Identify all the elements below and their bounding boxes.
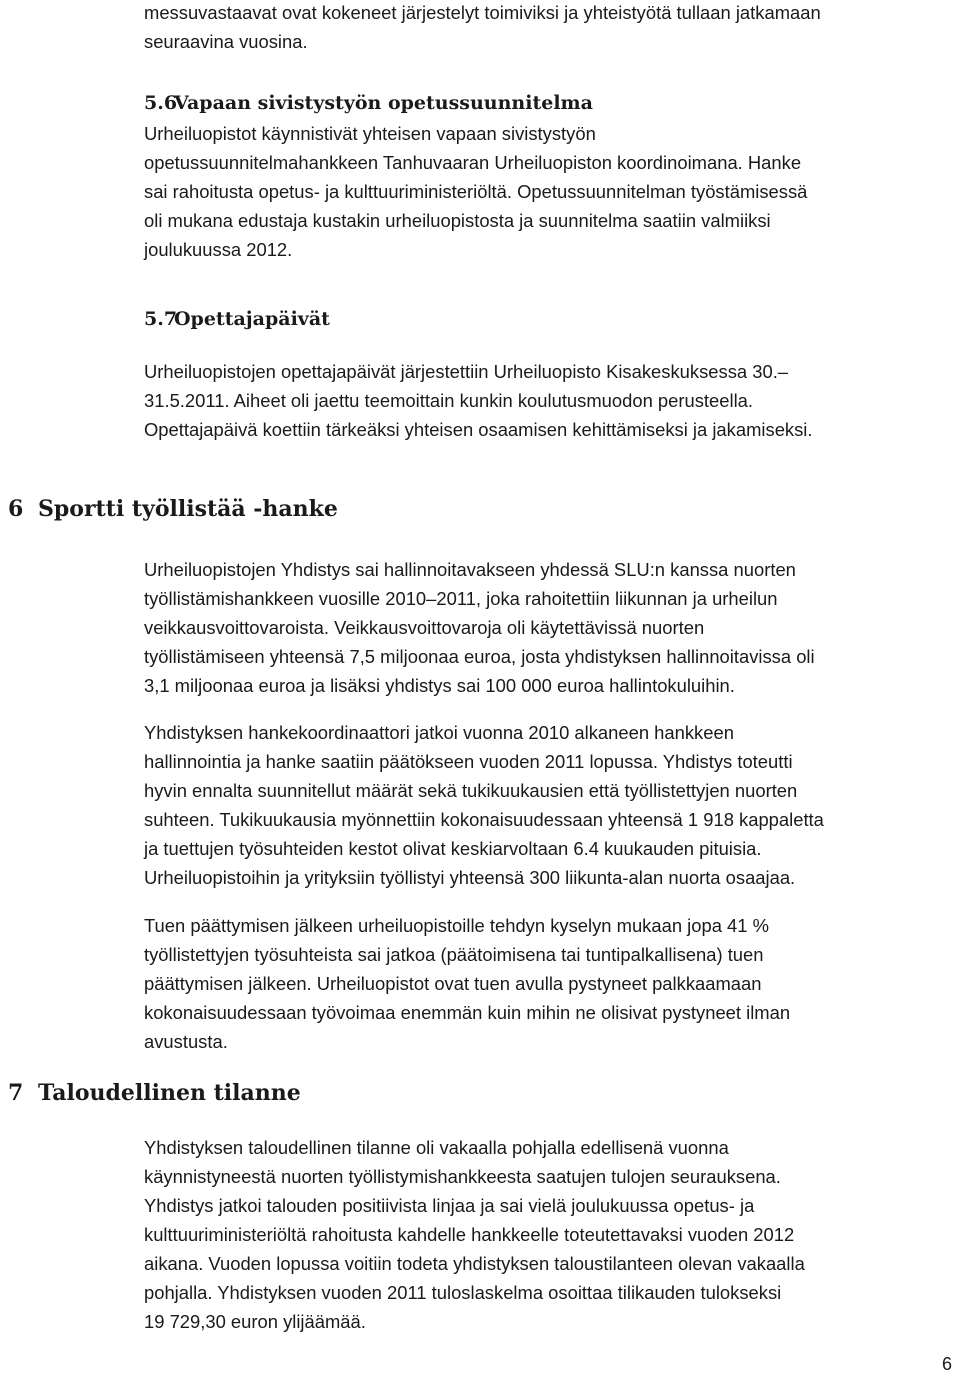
section-number: 6	[8, 496, 24, 522]
section-number: 7	[8, 1080, 24, 1106]
section-6-paragraph-3: Tuen päättymisen jälkeen urheiluopistoille tehdyn kyselyn mukaan jopa 41 % työllistettyjen työsuhteista sai jatkoa (päätoimisena tai tuntipalkallisena) tuen päättymisen jälkeen. Urheiluopistot ovat tuen avulla pystyneet palkkaamaan kokonaisuudessaan työvoimaa enemmän kuin mihin ne olisivat pystyneet ilman avustusta.	[144, 915, 791, 1052]
section-5-6-heading	[144, 89, 593, 118]
section-5-7-paragraph: Urheiluopistojen opettajapäivät järjestettiin Urheiluopisto Kisakeskuksessa 30.– 31.5.2011. Aiheet oli jaettu teemoittain kunkin koulutusmuodon perusteella. Opettajapäivä koettiin tärkeäksi yhteisen osaamisen kehittämiseksi ja jakamiseksi.	[144, 361, 813, 440]
page-number: 6	[941, 1354, 952, 1374]
section-6-heading	[8, 494, 338, 524]
intro-paragraph: messuvastaavat ovat kokeneet järjestelyt toimiviksi ja yhteistyötä tullaan jatkamaan seuraavina vuosina.	[144, 2, 821, 52]
section-6-paragraph-1: Urheiluopistojen Yhdistys sai hallinnoitavakseen yhdessä SLU:n kanssa nuorten työllistämishankkeen vuosille 2010–2011, joka rahoitettiin liikunnan ja urheilun veikkausvoittovaroista. Veikkausvoittovaroja oli käytettävissä nuorten työllistämiseen yhteensä 7,5 miljoonaa euroa, josta yhdistyksen hallinnoitavissa oli 3,1 miljoonaa euroa ja lisäksi yhdistys sai 100 000 euroa hallintokuluihin.	[144, 559, 815, 696]
section-7-paragraph: Yhdistyksen taloudellinen tilanne oli vakaalla pohjalla edellisenä vuonna käynnistyneestä nuorten työllistymishankkeesta saatujen tulojen seurauksena. Yhdistys jatkoi talouden positiivista linjaa ja sai vielä joulukuussa opetus- ja kulttuuriministeriöltä rahoitusta kahdelle hankkeelle toteutettavaksi vuoden 2012 aikana. Vuoden lopussa voitiin todeta yhdistyksen taloustilanteen olevan vakaalla pohjalla. Yhdistyksen vuoden 2011 tuloslaskelma osoittaa tilikauden tulokseksi 19 729,30 euron ylijäämää.	[144, 1137, 805, 1332]
section-title: Taloudellinen tilanne	[38, 1080, 301, 1106]
section-title: Sportti työllistää -hanke	[38, 496, 338, 522]
section-title: Opettajapäivät	[174, 308, 330, 330]
section-6-paragraph-2: Yhdistyksen hankekoordinaattori jatkoi vuonna 2010 alkaneen hankkeen hallinnointia ja hanke saatiin päätökseen vuoden 2011 lopussa. Yhdistys toteutti hyvin ennalta suunnitellut määrät sekä tukikuukausien että työllistettyjen nuorten suhteen. Tukikuukausia myönnettiin kokonaisuudessaan yhteensä 1 918 kappaletta ja tuettujen työsuhteiden kestot olivat keskiarvoltaan 6.4 kuukauden pituisia. Urheiluopistoihin ja yrityksiin työllistyi yhteensä 300 liikunta-alan nuorta osaajaa.	[144, 722, 824, 888]
section-7-heading	[8, 1078, 301, 1108]
section-title: Vapaan sivistystyön opetussuunnitelma	[174, 92, 593, 114]
section-number: 5.7	[144, 308, 178, 330]
section-5-6-paragraph: Urheiluopistot käynnistivät yhteisen vapaan sivistystyön opetussuunnitelmahankkeen Tanhuvaaran Urheiluopiston koordinoimana. Hanke sai rahoitusta opetus- ja kulttuuriministeriöltä. Opetussuunnitelman työstämisessä oli mukana edustaja kustakin urheiluopistosta ja suunnitelma saatiin valmiiksi joulukuussa 2012.	[144, 123, 808, 260]
section-5-7-heading	[144, 305, 330, 334]
section-number: 5.6	[144, 92, 178, 114]
